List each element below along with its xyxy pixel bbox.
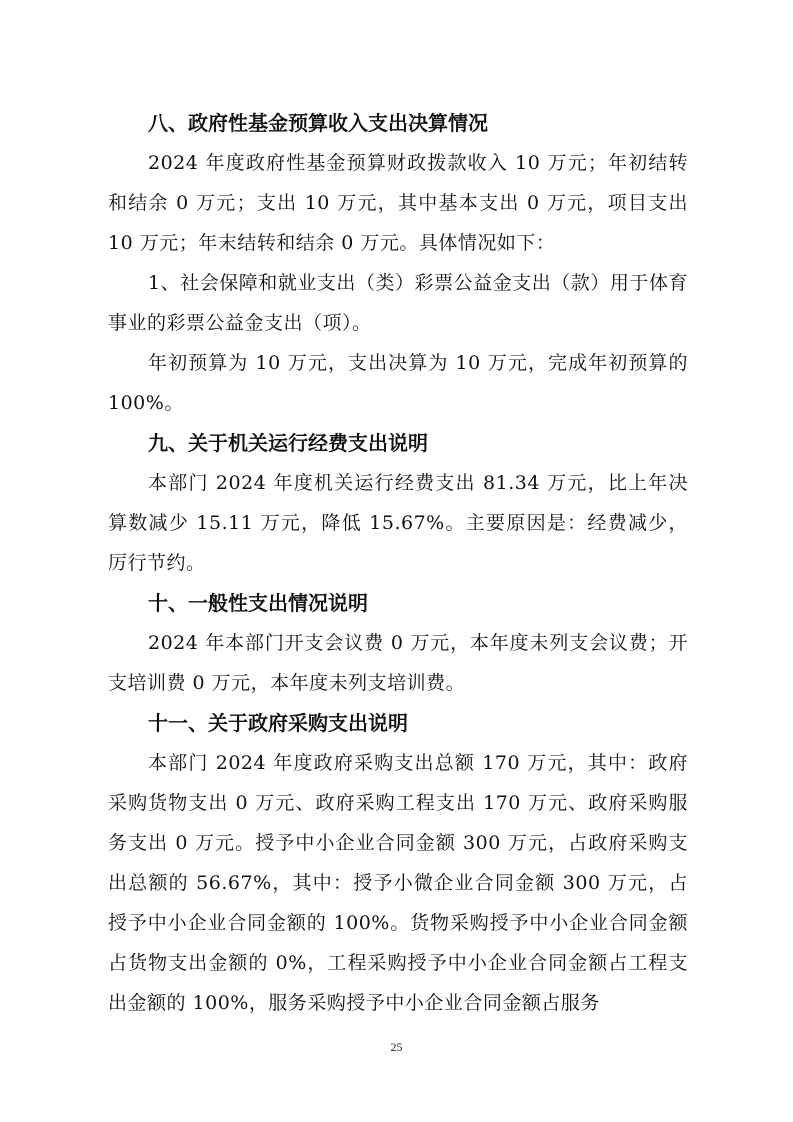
paragraph: 本部门 2024 年度机关运行经费支出 81.34 万元，比上年决算数减少 15.11 万元，降低 15.67%。主要原因是：经费减少，厉行节约。: [108, 472, 688, 574]
paragraph: 2024 年度政府性基金预算财政拨款收入 10 万元；年初结转和结余 0 万元；支出 10 万元，其中基本支出 0 万元，项目支出 10 万元；年末结转和结余 0 万元。具体情况如下：: [108, 152, 688, 254]
paragraph: 年初预算为 10 万元，支出决算为 10 万元，完成年初预算的 100%。: [108, 352, 688, 414]
section-operating-expenses: [108, 423, 688, 583]
section-heading: 八、政府性基金预算收入支出决算情况: [148, 111, 488, 135]
section-government-procurement: [108, 703, 688, 1023]
section-heading: 十、一般性支出情况说明: [148, 591, 368, 615]
document-body: [108, 103, 688, 1023]
section-government-fund-budget: [108, 103, 688, 423]
paragraph: 2024 年本部门开支会议费 0 万元，本年度未列支会议费；开支培训费 0 万元，本年度未列支培训费。: [108, 632, 688, 694]
paragraph: 1、社会保障和就业支出（类）彩票公益金支出（款）用于体育事业的彩票公益金支出（项）。: [108, 272, 688, 334]
paragraph: 本部门 2024 年度政府采购支出总额 170 万元，其中：政府采购货物支出 0 万元、政府采购工程支出 170 万元、政府采购服务支出 0 万元。授予中小企业合同金额 300 万元，占政府采购支出总额的 56.67%，其中：授予小微企业合同金额 300 万元，占授予中小企业合同金额的 100%。货物采购授予中小企业合同金额占货物支出金额的 0%，工程采购授予中小企业合同金额占工程支出金额的 100%，服务采购授予中小企业合同金额占服务: [108, 752, 688, 1014]
section-general-expenditure: [108, 583, 688, 703]
section-heading: 九、关于机关运行经费支出说明: [148, 431, 428, 455]
page-number: 25: [390, 1040, 403, 1054]
section-heading: 十一、关于政府采购支出说明: [148, 711, 408, 735]
